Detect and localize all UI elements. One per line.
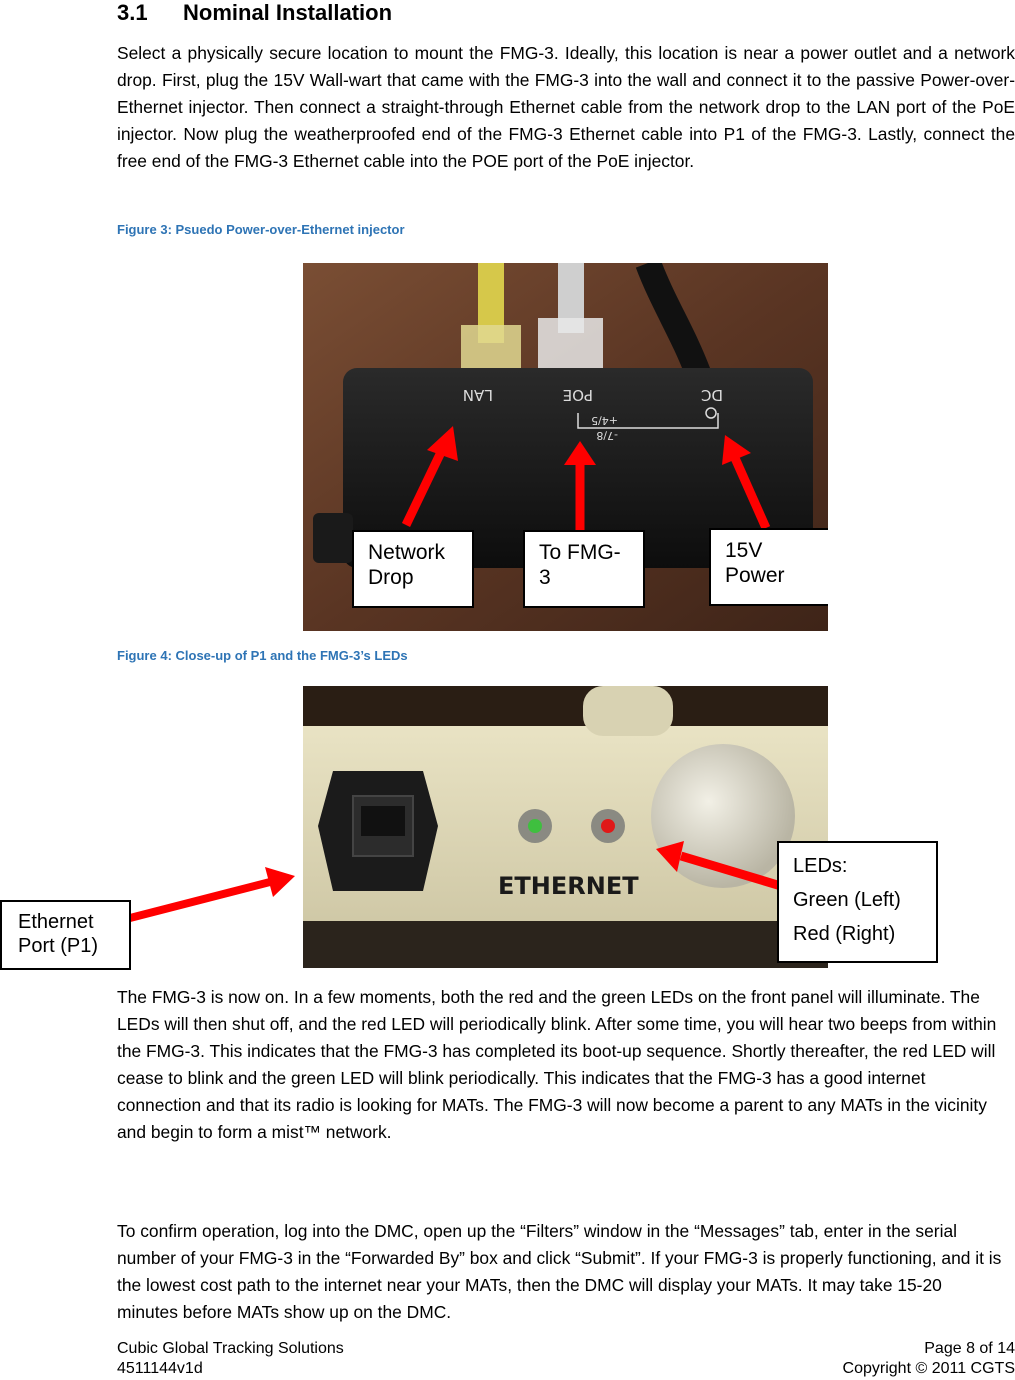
callout-network-drop: Network Drop	[352, 530, 474, 608]
body-paragraph-2: To confirm operation, log into the DMC, open up the “Filters” window in the “Messages” tab, enter in the serial number of your FMG-3 in the “Forwarded By” box and click “Submit”. If your FMG-3 is properly functioning, and it is the lowest cost path to the internet near your MATs, then the DMC will display your MATs. It may take 15-20 minutes before MATs show up on the DMC.	[117, 1221, 1002, 1322]
footer-copyright: Copyright © 2011 CGTS	[842, 1360, 1015, 1377]
footer-doc-id: 4511144v1d	[117, 1360, 203, 1377]
fmg3-panel-illustration	[303, 686, 828, 968]
footer-page: Page 8 of 14	[924, 1340, 1015, 1357]
section-title: Nominal Installation	[183, 0, 393, 25]
leds-red: Red (Right)	[793, 923, 896, 945]
figure4-photo	[303, 686, 828, 968]
poe-pin-a-text: +4/5	[591, 414, 618, 427]
footer-company: Cubic Global Tracking Solutions	[117, 1340, 344, 1357]
poe-dc-text: DC	[700, 386, 723, 404]
body-paragraph-1: The FMG-3 is now on. In a few moments, both the red and the green LEDs on the front panel will illuminate. The LEDs will then shut off, and the red LED will periodically blink. After some time, you will hear two beeps from within the FMG-3. This indicates that the FMG-3 has completed its boot-up sequence. Shortly thereafter, the red LED will cease to blink and the green LED will blink periodically. This indicates that the FMG-3 has a good internet connection and that its radio is looking for MATs. The FMG-3 will now become a parent to any MATs in the vicinity and begin to form a mist™ network.	[117, 987, 997, 1142]
callout-to-fmg3: To FMG-3	[523, 530, 645, 608]
section-heading	[117, 0, 392, 26]
figure3-caption: Figure 3: Psuedo Power-over-Ethernet injector	[117, 222, 405, 237]
callout-leds	[777, 841, 938, 963]
section-number: 3.1	[117, 0, 148, 25]
leds-title: LEDs:	[793, 855, 848, 877]
leds-green: Green (Left)	[793, 889, 901, 911]
intro-paragraph: Select a physically secure location to mount the FMG-3. Ideally, this location is near a power outlet and a network drop. First, plug the 15V Wall-wart that came with the FMG-3 into the wall and connect it to the passive Power-over-Ethernet injector. Then connect a straight-through Ethernet cable from the network drop to the LAN port of the PoE injector. Now plug the weatherproofed end of the FMG-3 Ethernet cable into P1 of the FMG-3. Lastly, connect the free end of the FMG-3 Ethernet cable into the POE port of the PoE injector.	[117, 43, 1015, 171]
callout-15v-power: 15V Power	[709, 528, 828, 606]
figure4-caption: Figure 4: Close-up of P1 and the FMG-3’s LEDs	[117, 648, 408, 663]
poe-lan-text: LAN	[462, 386, 493, 404]
figure3-photo	[303, 263, 828, 631]
poe-poe-text: POE	[562, 386, 593, 404]
ethernet-panel-text: ETHERNET	[498, 872, 639, 900]
figure4-port-arrow	[125, 865, 305, 925]
poe-pin-b-text: -7/8	[596, 429, 618, 442]
callout-ethernet-port: Ethernet Port (P1)	[0, 900, 131, 970]
